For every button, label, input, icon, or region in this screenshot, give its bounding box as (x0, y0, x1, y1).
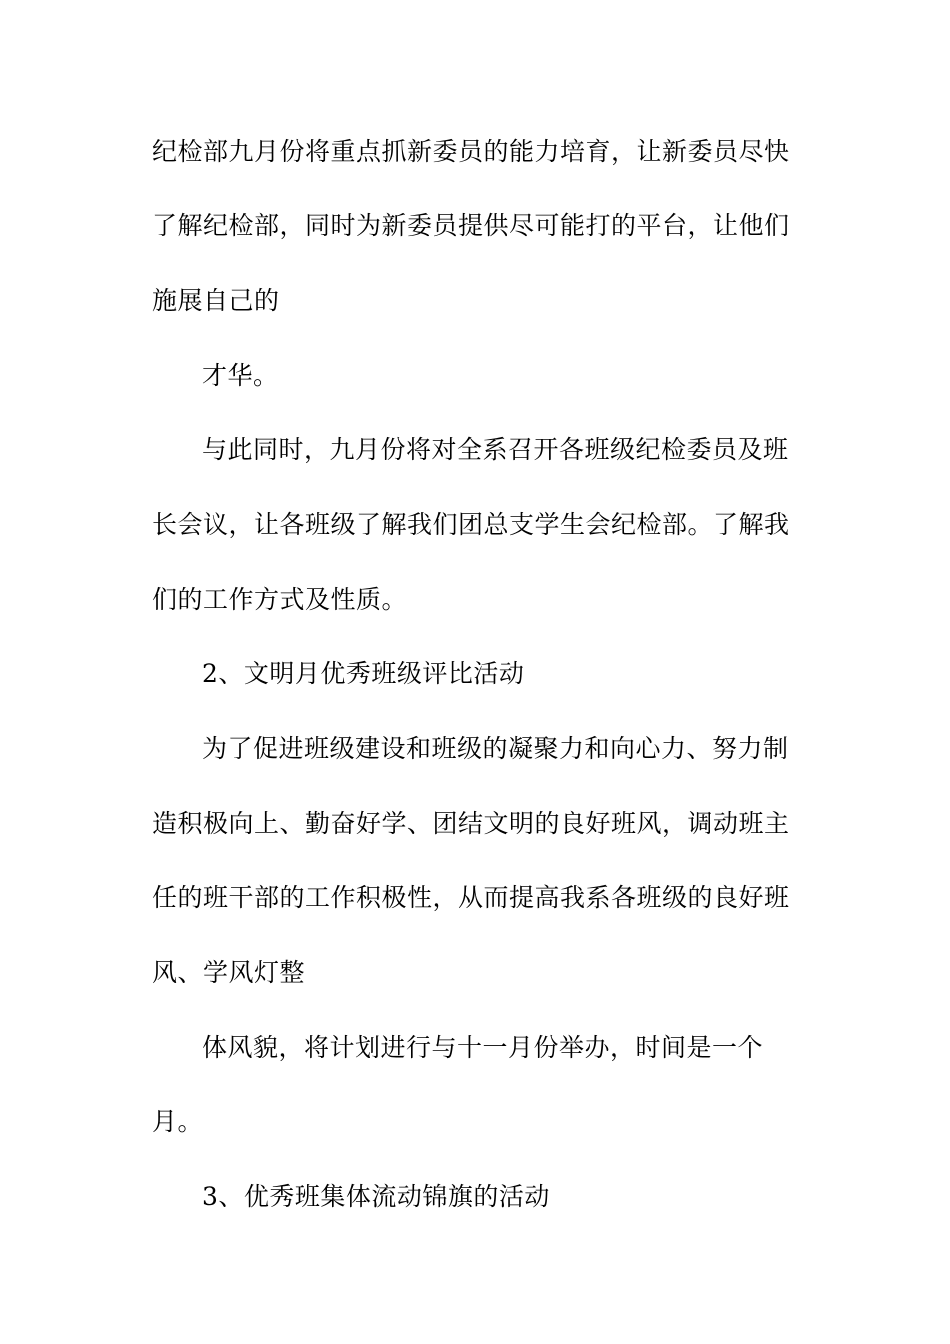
paragraph-line: 纪检部九月份将重点抓新委员的能力培育，让新委员尽快 (152, 137, 790, 166)
paragraph-line: 造积极向上、勤奋好学、团结文明的良好班风，调动班主 (152, 809, 790, 838)
paragraph-line: 体风貌，将计划进行与十一月份举办，时间是一个 (202, 1033, 764, 1062)
section-heading: 3、优秀班集体流动锦旗的活动 (202, 1182, 550, 1211)
paragraph-line: 了解纪检部，同时为新委员提供尽可能打的平台，让他们 (152, 211, 790, 240)
paragraph-line: 风、学风灯整 (152, 958, 306, 987)
paragraph-line: 与此同时，九月份将对全系召开各班级纪检委员及班 (202, 435, 789, 464)
paragraph-line: 为了促进班级建设和班级的凝聚力和向心力、努力制 (202, 734, 789, 763)
section-heading: 2、文明月优秀班级评比活动 (202, 659, 525, 688)
paragraph-line: 施展自己的 (152, 286, 280, 315)
paragraph-line: 们的工作方式及性质。 (152, 585, 408, 614)
paragraph-line: 任的班干部的工作积极性，从而提高我系各班级的良好班 (152, 883, 790, 912)
paragraph-line: 长会议，让各班级了解我们团总支学生会纪检部。了解我 (152, 510, 790, 539)
paragraph-line: 才华。 (202, 361, 279, 390)
paragraph-line: 月。 (152, 1107, 204, 1136)
